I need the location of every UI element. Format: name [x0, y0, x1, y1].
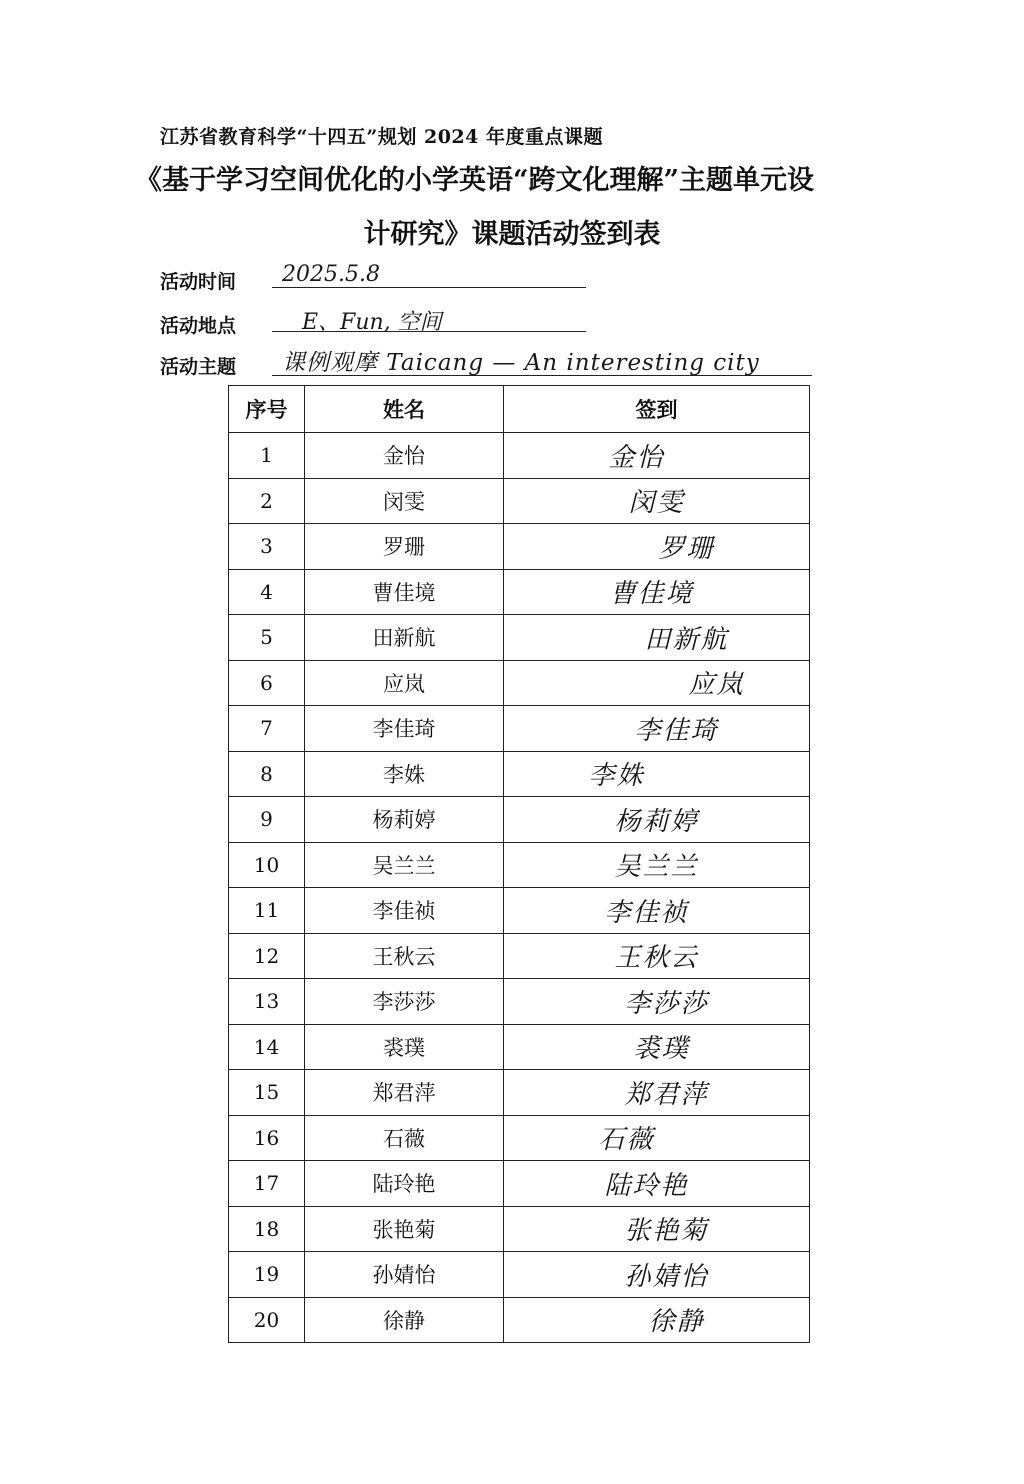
handwritten-signature: 罗珊	[658, 533, 715, 564]
handwritten-signature: 曹佳境	[609, 579, 694, 610]
handwritten-signature: 李姝	[588, 761, 645, 792]
row-number: 12	[229, 933, 305, 979]
header-signature: 签到	[504, 386, 810, 433]
project-line: 江苏省教育科学“十四五”规划 2024 年度重点课题	[160, 126, 603, 148]
row-name: 徐静	[305, 1297, 504, 1343]
sign-in-table	[228, 385, 810, 1343]
table-row	[229, 1070, 810, 1116]
table-row	[229, 1206, 810, 1252]
table-row	[229, 842, 810, 888]
row-signature-cell	[504, 660, 810, 706]
row-signature-cell	[504, 569, 810, 615]
row-name: 孙婧怡	[305, 1252, 504, 1298]
table-row	[229, 1252, 810, 1298]
row-number: 6	[229, 660, 305, 706]
row-name: 田新航	[305, 615, 504, 661]
table-row	[229, 524, 810, 570]
table-header-row	[229, 386, 810, 433]
table-row	[229, 1297, 810, 1343]
table-row	[229, 706, 810, 752]
handwritten-signature: 孙婧怡	[624, 1261, 709, 1292]
row-number: 1	[229, 433, 305, 479]
row-signature-cell	[504, 1161, 810, 1207]
title-line-1: 《基于学习空间优化的小学英语“跨文化理解”主题单元设	[135, 165, 815, 196]
handwritten-signature: 郑君萍	[624, 1079, 709, 1110]
row-number: 19	[229, 1252, 305, 1298]
row-signature-cell	[504, 706, 810, 752]
row-signature-cell	[504, 1024, 810, 1070]
table-row	[229, 888, 810, 934]
handwritten-signature: 张艳菊	[624, 1216, 709, 1247]
row-name: 罗珊	[305, 524, 504, 570]
handwritten-signature: 应岚	[688, 670, 745, 701]
row-number: 17	[229, 1161, 305, 1207]
time-underline	[272, 287, 586, 288]
row-signature-cell	[504, 751, 810, 797]
row-name: 李佳祯	[305, 888, 504, 934]
row-name: 郑君萍	[305, 1070, 504, 1116]
row-number: 20	[229, 1297, 305, 1343]
row-name: 李莎莎	[305, 979, 504, 1025]
time-label: 活动时间	[160, 271, 237, 293]
table-row	[229, 797, 810, 843]
row-signature-cell	[504, 1206, 810, 1252]
row-number: 10	[229, 842, 305, 888]
row-name: 金怡	[305, 433, 504, 479]
handwritten-signature: 石薇	[598, 1125, 655, 1156]
row-name: 曹佳境	[305, 569, 504, 615]
row-signature-cell	[504, 797, 810, 843]
handwritten-signature: 金怡	[608, 442, 665, 473]
table-row	[229, 615, 810, 661]
row-signature-cell	[504, 979, 810, 1025]
handwritten-signature: 李佳祯	[604, 897, 689, 928]
row-signature-cell	[504, 1297, 810, 1343]
row-number: 9	[229, 797, 305, 843]
row-signature-cell	[504, 933, 810, 979]
row-number: 11	[229, 888, 305, 934]
handwritten-signature: 陆玲艳	[604, 1170, 689, 1201]
table-row	[229, 1024, 810, 1070]
handwritten-signature: 闵雯	[628, 488, 685, 519]
row-name: 闵雯	[305, 478, 504, 524]
place-value: E、Fun, 空间	[302, 310, 442, 335]
row-name: 李佳琦	[305, 706, 504, 752]
row-name: 王秋云	[305, 933, 504, 979]
theme-value: 课例观摩 Taicang — An interesting city	[282, 350, 760, 376]
row-signature-cell	[504, 842, 810, 888]
row-name: 李姝	[305, 751, 504, 797]
place-label: 活动地点	[160, 315, 237, 337]
row-signature-cell	[504, 1252, 810, 1298]
row-number: 8	[229, 751, 305, 797]
row-number: 13	[229, 979, 305, 1025]
theme-label: 活动主题	[160, 356, 237, 378]
handwritten-signature: 裘璞	[633, 1034, 690, 1065]
row-signature-cell	[504, 1070, 810, 1116]
row-signature-cell	[504, 433, 810, 479]
handwritten-signature: 吴兰兰	[614, 852, 699, 883]
handwritten-signature: 王秋云	[614, 943, 699, 974]
time-value: 2025.5.8	[282, 262, 380, 287]
title-line-2: 计研究》课题活动签到表	[363, 219, 661, 250]
row-number: 18	[229, 1206, 305, 1252]
header-number: 序号	[229, 386, 305, 433]
table-row	[229, 478, 810, 524]
row-signature-cell	[504, 888, 810, 934]
table-row	[229, 979, 810, 1025]
row-name: 吴兰兰	[305, 842, 504, 888]
row-number: 2	[229, 478, 305, 524]
handwritten-signature: 徐静	[648, 1307, 705, 1338]
row-name: 张艳菊	[305, 1206, 504, 1252]
row-name: 裘璞	[305, 1024, 504, 1070]
row-signature-cell	[504, 478, 810, 524]
row-signature-cell	[504, 615, 810, 661]
table-row	[229, 433, 810, 479]
row-number: 4	[229, 569, 305, 615]
row-signature-cell	[504, 1115, 810, 1161]
row-name: 应岚	[305, 660, 504, 706]
row-signature-cell	[504, 524, 810, 570]
handwritten-signature: 田新航	[644, 624, 729, 655]
table-row	[229, 1115, 810, 1161]
table-row	[229, 1161, 810, 1207]
handwritten-signature: 杨莉婷	[614, 806, 699, 837]
row-number: 5	[229, 615, 305, 661]
table-row	[229, 751, 810, 797]
row-name: 杨莉婷	[305, 797, 504, 843]
handwritten-signature: 李佳琦	[634, 715, 719, 746]
row-number: 7	[229, 706, 305, 752]
row-number: 14	[229, 1024, 305, 1070]
handwritten-signature: 李莎莎	[624, 988, 709, 1019]
table-row	[229, 933, 810, 979]
table-row	[229, 569, 810, 615]
row-number: 15	[229, 1070, 305, 1116]
row-name: 陆玲艳	[305, 1161, 504, 1207]
row-name: 石薇	[305, 1115, 504, 1161]
header-name: 姓名	[305, 386, 504, 433]
table-row	[229, 660, 810, 706]
row-number: 16	[229, 1115, 305, 1161]
row-number: 3	[229, 524, 305, 570]
